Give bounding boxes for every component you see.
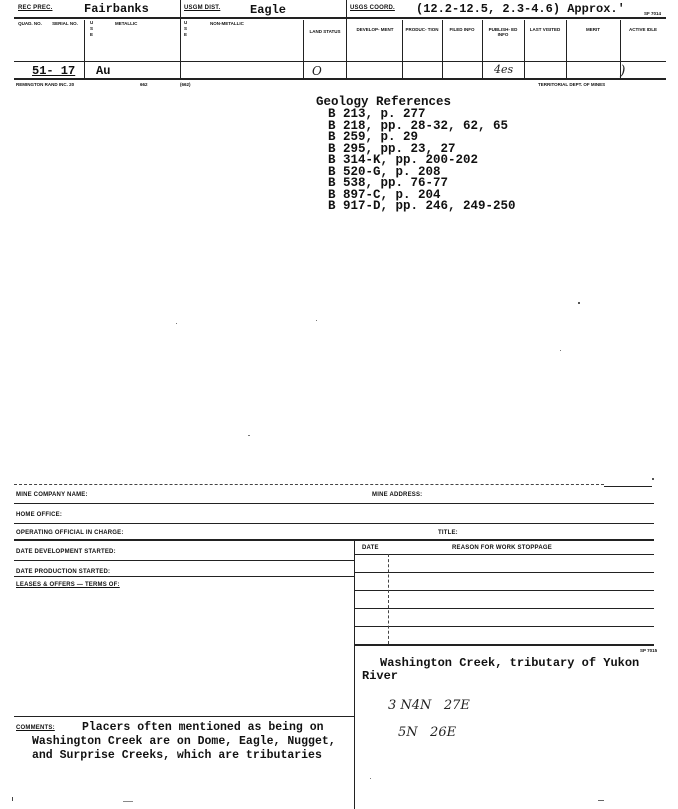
code-1: 662: [140, 82, 148, 87]
col-e2: E: [184, 32, 188, 37]
divider: [524, 20, 525, 78]
top-rule: [14, 484, 604, 485]
divider: [566, 20, 567, 78]
col-e1: E: [90, 32, 94, 37]
references-title: Geology References: [316, 95, 452, 109]
home-office-label: HOME OFFICE:: [16, 512, 63, 518]
speck: [316, 320, 317, 321]
form-rule: [14, 560, 354, 561]
published-info-heading: PUBLISH- ED INFO: [488, 27, 518, 37]
leases-label: LEASES & OFFERS — TERMS OF:: [16, 582, 120, 588]
last-visited-heading: LAST VISITED: [529, 27, 561, 32]
land-status-heading: LAND STATUS: [309, 29, 341, 34]
speck: [123, 801, 133, 802]
rec-prec-label: REC PREC.: [18, 5, 53, 11]
form-divider: [354, 539, 355, 809]
quad-serial-value: 51- 17: [32, 64, 76, 78]
comments-label: COMMENTS:: [16, 725, 55, 731]
usgm-dist-label: USGM DIST.: [184, 5, 221, 11]
speck: [176, 323, 177, 324]
row-rule: [14, 61, 666, 62]
form-rule: [355, 590, 654, 591]
reference-item: B 259, p. 29: [328, 130, 419, 144]
comments-line-2: Washington Creek are on Dome, Eagle, Nugget,: [32, 735, 336, 748]
reference-item: B 520-G, p. 208: [328, 164, 441, 179]
speck: [598, 800, 604, 801]
reference-item: B 917-D, pp. 246, 249-250: [328, 199, 516, 213]
reason-column-heading: REASON FOR WORK STOPPAGE: [452, 545, 552, 551]
speck: [578, 302, 580, 304]
comments-line-1: Placers often mentioned as being on: [82, 721, 324, 734]
reference-item: B 213, p. 277: [328, 107, 426, 121]
col-u1: U: [90, 20, 94, 25]
form-rule: [355, 554, 654, 555]
divider: [84, 20, 85, 78]
development-heading: DEVELOP- MENT: [356, 27, 394, 32]
location-line-1: Washington Creek, tributary of Yukon: [380, 656, 640, 670]
form-rule: [14, 503, 654, 504]
reference-item: B 538, pp. 76-77: [328, 176, 449, 190]
metallic-value: Au: [96, 64, 111, 78]
mine-address-label: MINE ADDRESS:: [372, 492, 423, 498]
form-rule: [14, 523, 654, 524]
divider: [303, 20, 304, 78]
location-line-2: River: [362, 669, 399, 683]
form-rule: [14, 539, 654, 541]
dept-mark: TERRITORIAL DEPT. OF MINES: [538, 82, 606, 87]
usgs-coord-value: (12.2-12.5, 2.3-4.6) Approx.': [416, 2, 625, 16]
merit-heading: MERIT: [586, 27, 600, 32]
date-production-label: DATE PRODUCTION STARTED:: [16, 569, 111, 575]
form-divider: [388, 554, 389, 644]
divider: [180, 0, 181, 78]
form-rule: [14, 576, 354, 577]
title-label: TITLE:: [438, 530, 458, 536]
usgs-coord-label: USGS COORD.: [350, 5, 395, 11]
active-value: ): [620, 63, 626, 79]
published-value: 4es: [494, 63, 514, 76]
usgm-dist-value: Eagle: [250, 3, 287, 17]
land-status-value: O: [312, 64, 322, 78]
form-rule: [355, 608, 654, 609]
speck: [248, 435, 250, 436]
divider: [442, 20, 443, 78]
mine-company-label: MINE COMPANY NAME:: [16, 492, 88, 498]
form-number: SF 7014: [644, 11, 662, 16]
col-s2: S: [184, 26, 188, 31]
form-rule: [355, 572, 654, 573]
reference-item: B 218, pp. 28-32, 62, 65: [328, 118, 509, 133]
speck: [652, 478, 654, 480]
comments-rule: [14, 716, 354, 717]
active-idle-heading: ACTIVE IDLE: [628, 27, 657, 32]
comments-line-3: and Surprise Creeks, which are tributaries: [32, 749, 322, 762]
printer-mark: REMINGTON RAND INC. 20: [16, 82, 75, 87]
speck: [370, 778, 371, 779]
divider: [402, 20, 403, 78]
reference-item: B 295, pp. 23, 27: [328, 141, 456, 156]
non-metallic-heading: NON-METALLIC: [210, 21, 244, 26]
speck: [560, 350, 561, 351]
form-rule: [355, 626, 654, 627]
metallic-heading: METALLIC: [115, 21, 138, 26]
header-rule-2: [14, 18, 666, 19]
filed-info-heading: FILED INFO: [449, 27, 475, 32]
form-number-2: SP 7015: [640, 648, 658, 653]
divider: [482, 20, 483, 78]
code-2: (662): [180, 82, 191, 87]
top-rule-tail: [604, 486, 652, 487]
row-bottom-rule: [14, 78, 666, 80]
rec-prec-value: Fairbanks: [84, 2, 149, 16]
serial-no-heading: SERIAL NO.: [52, 21, 78, 26]
col-s1: S: [90, 26, 94, 31]
speck: [12, 797, 13, 801]
date-column-heading: DATE: [362, 545, 379, 551]
production-heading: PRODUC- TION: [405, 27, 439, 32]
handwritten-township-1: 3 N4N 27E: [388, 698, 470, 713]
col-u2: U: [184, 20, 188, 25]
references-list: [328, 109, 516, 213]
operating-official-label: OPERATING OFFICIAL IN CHARGE:: [16, 530, 124, 536]
quad-no-heading: QUAD. NO.: [18, 21, 42, 26]
reference-item: B 314-K, pp. 200-202: [328, 153, 479, 167]
divider: [346, 0, 347, 78]
handwritten-township-2: 5N 26E: [398, 725, 457, 740]
reference-item: B 897-C, p. 204: [328, 187, 441, 202]
form-rule: [355, 644, 654, 646]
date-development-label: DATE DEVELOPMENT STARTED:: [16, 549, 116, 555]
